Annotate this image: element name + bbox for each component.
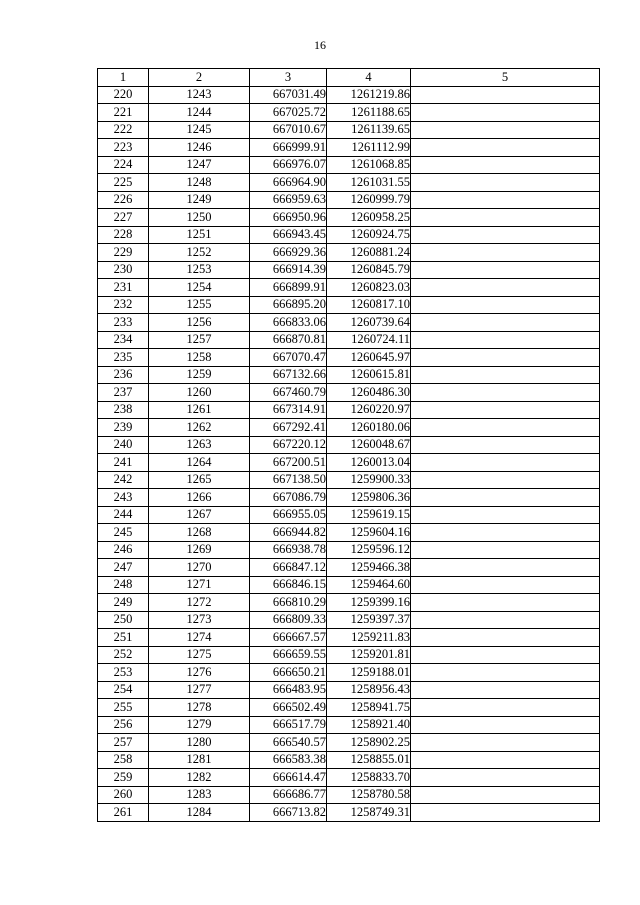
cell-point-id: 1246 — [149, 139, 250, 157]
cell-note — [411, 716, 600, 734]
header-row — [98, 69, 600, 87]
cell-point-number: 220 — [98, 86, 149, 104]
cell-point-id: 1270 — [149, 559, 250, 577]
cell-y-coordinate: 1260845.79 — [327, 261, 411, 279]
cell-point-number: 232 — [98, 296, 149, 314]
cell-point-id: 1251 — [149, 226, 250, 244]
cell-x-coordinate: 667200.51 — [250, 454, 327, 472]
cell-note — [411, 86, 600, 104]
cell-point-number: 221 — [98, 104, 149, 122]
cell-y-coordinate: 1259596.12 — [327, 541, 411, 559]
cell-point-number: 238 — [98, 401, 149, 419]
cell-note — [411, 594, 600, 612]
cell-note — [411, 156, 600, 174]
cell-note — [411, 804, 600, 822]
cell-point-number: 260 — [98, 786, 149, 804]
table-row — [98, 314, 600, 332]
cell-point-number: 247 — [98, 559, 149, 577]
table-row — [98, 734, 600, 752]
cell-note — [411, 751, 600, 769]
table-row — [98, 191, 600, 209]
cell-y-coordinate: 1259397.37 — [327, 611, 411, 629]
cell-y-coordinate: 1261219.86 — [327, 86, 411, 104]
cell-point-id: 1255 — [149, 296, 250, 314]
cell-x-coordinate: 667220.12 — [250, 436, 327, 454]
cell-point-id: 1254 — [149, 279, 250, 297]
cell-note — [411, 576, 600, 594]
cell-note — [411, 104, 600, 122]
cell-x-coordinate: 666583.38 — [250, 751, 327, 769]
table-row — [98, 629, 600, 647]
cell-x-coordinate: 667314.91 — [250, 401, 327, 419]
table-row — [98, 804, 600, 822]
cell-point-number: 248 — [98, 576, 149, 594]
cell-point-id: 1277 — [149, 681, 250, 699]
table-row — [98, 541, 600, 559]
cell-x-coordinate: 666809.33 — [250, 611, 327, 629]
cell-point-id: 1245 — [149, 121, 250, 139]
cell-point-id: 1281 — [149, 751, 250, 769]
cell-y-coordinate: 1260739.64 — [327, 314, 411, 332]
cell-x-coordinate: 666950.96 — [250, 209, 327, 227]
cell-note — [411, 506, 600, 524]
cell-y-coordinate: 1258855.01 — [327, 751, 411, 769]
cell-x-coordinate: 667025.72 — [250, 104, 327, 122]
table-row — [98, 751, 600, 769]
cell-point-number: 251 — [98, 629, 149, 647]
cell-x-coordinate: 666502.49 — [250, 699, 327, 717]
cell-point-number: 231 — [98, 279, 149, 297]
table-row — [98, 681, 600, 699]
cell-y-coordinate: 1261068.85 — [327, 156, 411, 174]
cell-point-number: 261 — [98, 804, 149, 822]
table-row — [98, 104, 600, 122]
cell-point-number: 239 — [98, 419, 149, 437]
cell-y-coordinate: 1258902.25 — [327, 734, 411, 752]
cell-y-coordinate: 1260817.10 — [327, 296, 411, 314]
table-row — [98, 226, 600, 244]
cell-note — [411, 226, 600, 244]
cell-y-coordinate: 1261139.65 — [327, 121, 411, 139]
cell-y-coordinate: 1259900.33 — [327, 471, 411, 489]
cell-point-number: 253 — [98, 664, 149, 682]
cell-point-id: 1268 — [149, 524, 250, 542]
cell-note — [411, 646, 600, 664]
cell-note — [411, 121, 600, 139]
table-row — [98, 244, 600, 262]
cell-y-coordinate: 1260220.97 — [327, 401, 411, 419]
cell-x-coordinate: 666914.39 — [250, 261, 327, 279]
cell-y-coordinate: 1258941.75 — [327, 699, 411, 717]
cell-point-number: 223 — [98, 139, 149, 157]
cell-y-coordinate: 1259188.01 — [327, 664, 411, 682]
cell-point-id: 1269 — [149, 541, 250, 559]
cell-x-coordinate: 666686.77 — [250, 786, 327, 804]
cell-point-number: 249 — [98, 594, 149, 612]
cell-point-id: 1275 — [149, 646, 250, 664]
table-row — [98, 524, 600, 542]
cell-point-id: 1283 — [149, 786, 250, 804]
cell-x-coordinate: 667132.66 — [250, 366, 327, 384]
table-row — [98, 174, 600, 192]
cell-note — [411, 349, 600, 367]
cell-point-id: 1253 — [149, 261, 250, 279]
header-col-3: 3 — [250, 69, 327, 87]
cell-point-number: 229 — [98, 244, 149, 262]
table-row — [98, 331, 600, 349]
table-row — [98, 489, 600, 507]
cell-point-number: 246 — [98, 541, 149, 559]
table-row — [98, 121, 600, 139]
cell-y-coordinate: 1261188.65 — [327, 104, 411, 122]
cell-x-coordinate: 666810.29 — [250, 594, 327, 612]
cell-y-coordinate: 1259466.38 — [327, 559, 411, 577]
cell-note — [411, 174, 600, 192]
table-row — [98, 156, 600, 174]
cell-note — [411, 209, 600, 227]
cell-x-coordinate: 667086.79 — [250, 489, 327, 507]
cell-x-coordinate: 666614.47 — [250, 769, 327, 787]
cell-x-coordinate: 666938.78 — [250, 541, 327, 559]
table-row — [98, 261, 600, 279]
cell-note — [411, 629, 600, 647]
header-col-1: 1 — [98, 69, 149, 87]
table-row — [98, 279, 600, 297]
cell-point-number: 225 — [98, 174, 149, 192]
cell-note — [411, 681, 600, 699]
cell-y-coordinate: 1259806.36 — [327, 489, 411, 507]
cell-note — [411, 314, 600, 332]
cell-point-number: 226 — [98, 191, 149, 209]
cell-note — [411, 279, 600, 297]
cell-x-coordinate: 666870.81 — [250, 331, 327, 349]
table-row — [98, 594, 600, 612]
table-row — [98, 139, 600, 157]
cell-point-id: 1257 — [149, 331, 250, 349]
cell-x-coordinate: 666999.91 — [250, 139, 327, 157]
cell-x-coordinate: 667070.47 — [250, 349, 327, 367]
table-row — [98, 559, 600, 577]
cell-y-coordinate: 1260615.81 — [327, 366, 411, 384]
header-col-2: 2 — [149, 69, 250, 87]
cell-note — [411, 786, 600, 804]
cell-point-id: 1282 — [149, 769, 250, 787]
cell-point-id: 1265 — [149, 471, 250, 489]
cell-point-id: 1273 — [149, 611, 250, 629]
table-row — [98, 611, 600, 629]
cell-point-id: 1262 — [149, 419, 250, 437]
cell-point-number: 244 — [98, 506, 149, 524]
cell-y-coordinate: 1260486.30 — [327, 384, 411, 402]
cell-point-number: 240 — [98, 436, 149, 454]
cell-point-id: 1261 — [149, 401, 250, 419]
table-row — [98, 786, 600, 804]
table-row — [98, 646, 600, 664]
cell-point-id: 1260 — [149, 384, 250, 402]
cell-point-id: 1259 — [149, 366, 250, 384]
cell-note — [411, 296, 600, 314]
cell-y-coordinate: 1261031.55 — [327, 174, 411, 192]
cell-x-coordinate: 666517.79 — [250, 716, 327, 734]
table-row — [98, 471, 600, 489]
cell-x-coordinate: 667031.49 — [250, 86, 327, 104]
cell-x-coordinate: 666943.45 — [250, 226, 327, 244]
cell-x-coordinate: 666540.57 — [250, 734, 327, 752]
cell-point-number: 259 — [98, 769, 149, 787]
cell-y-coordinate: 1260180.06 — [327, 419, 411, 437]
table-row — [98, 716, 600, 734]
header-col-4: 4 — [327, 69, 411, 87]
cell-x-coordinate: 666944.82 — [250, 524, 327, 542]
table-body — [98, 86, 600, 821]
cell-y-coordinate: 1258956.43 — [327, 681, 411, 699]
cell-x-coordinate: 666833.06 — [250, 314, 327, 332]
table-row — [98, 296, 600, 314]
page-number: 16 — [314, 38, 326, 52]
cell-point-id: 1266 — [149, 489, 250, 507]
cell-point-number: 222 — [98, 121, 149, 139]
cell-note — [411, 419, 600, 437]
cell-note — [411, 471, 600, 489]
cell-point-number: 242 — [98, 471, 149, 489]
cell-y-coordinate: 1258833.70 — [327, 769, 411, 787]
cell-note — [411, 436, 600, 454]
cell-point-id: 1263 — [149, 436, 250, 454]
table-row — [98, 419, 600, 437]
cell-point-number: 241 — [98, 454, 149, 472]
cell-x-coordinate: 667292.41 — [250, 419, 327, 437]
table-row — [98, 366, 600, 384]
table-row — [98, 209, 600, 227]
cell-point-number: 228 — [98, 226, 149, 244]
cell-x-coordinate: 667138.50 — [250, 471, 327, 489]
cell-x-coordinate: 666959.63 — [250, 191, 327, 209]
cell-y-coordinate: 1260958.25 — [327, 209, 411, 227]
table-row — [98, 769, 600, 787]
cell-y-coordinate: 1259211.83 — [327, 629, 411, 647]
cell-point-id: 1271 — [149, 576, 250, 594]
cell-point-id: 1272 — [149, 594, 250, 612]
cell-y-coordinate: 1259464.60 — [327, 576, 411, 594]
cell-point-number: 234 — [98, 331, 149, 349]
cell-point-id: 1249 — [149, 191, 250, 209]
cell-point-id: 1280 — [149, 734, 250, 752]
cell-note — [411, 734, 600, 752]
cell-x-coordinate: 666846.15 — [250, 576, 327, 594]
cell-point-number: 227 — [98, 209, 149, 227]
cell-point-number: 224 — [98, 156, 149, 174]
cell-x-coordinate: 666483.95 — [250, 681, 327, 699]
cell-point-id: 1279 — [149, 716, 250, 734]
cell-point-id: 1248 — [149, 174, 250, 192]
cell-x-coordinate: 666847.12 — [250, 559, 327, 577]
cell-point-id: 1258 — [149, 349, 250, 367]
cell-y-coordinate: 1260999.79 — [327, 191, 411, 209]
cell-note — [411, 611, 600, 629]
cell-note — [411, 139, 600, 157]
cell-x-coordinate: 666955.05 — [250, 506, 327, 524]
cell-point-number: 250 — [98, 611, 149, 629]
cell-note — [411, 331, 600, 349]
table-row — [98, 401, 600, 419]
cell-note — [411, 664, 600, 682]
cell-note — [411, 489, 600, 507]
table-row — [98, 454, 600, 472]
cell-note — [411, 524, 600, 542]
cell-point-id: 1244 — [149, 104, 250, 122]
cell-y-coordinate: 1260645.97 — [327, 349, 411, 367]
cell-y-coordinate: 1260823.03 — [327, 279, 411, 297]
cell-y-coordinate: 1259399.16 — [327, 594, 411, 612]
cell-point-number: 254 — [98, 681, 149, 699]
cell-note — [411, 366, 600, 384]
cell-x-coordinate: 666650.21 — [250, 664, 327, 682]
cell-y-coordinate: 1259604.16 — [327, 524, 411, 542]
cell-x-coordinate: 666929.36 — [250, 244, 327, 262]
table-row — [98, 576, 600, 594]
cell-note — [411, 244, 600, 262]
cell-x-coordinate: 666976.07 — [250, 156, 327, 174]
cell-note — [411, 559, 600, 577]
cell-y-coordinate: 1258780.58 — [327, 786, 411, 804]
cell-note — [411, 769, 600, 787]
cell-point-number: 256 — [98, 716, 149, 734]
cell-y-coordinate: 1259201.81 — [327, 646, 411, 664]
cell-y-coordinate: 1258749.31 — [327, 804, 411, 822]
table-row — [98, 384, 600, 402]
table-row — [98, 506, 600, 524]
cell-y-coordinate: 1258921.40 — [327, 716, 411, 734]
table-row — [98, 86, 600, 104]
cell-point-id: 1264 — [149, 454, 250, 472]
cell-y-coordinate: 1260048.67 — [327, 436, 411, 454]
cell-point-id: 1276 — [149, 664, 250, 682]
coordinates-table — [97, 68, 600, 822]
cell-point-id: 1267 — [149, 506, 250, 524]
cell-y-coordinate: 1259619.15 — [327, 506, 411, 524]
cell-point-id: 1274 — [149, 629, 250, 647]
cell-note — [411, 541, 600, 559]
table-row — [98, 699, 600, 717]
cell-point-id: 1252 — [149, 244, 250, 262]
cell-point-id: 1278 — [149, 699, 250, 717]
cell-note — [411, 699, 600, 717]
cell-note — [411, 261, 600, 279]
cell-point-number: 258 — [98, 751, 149, 769]
cell-x-coordinate: 667460.79 — [250, 384, 327, 402]
cell-note — [411, 401, 600, 419]
cell-x-coordinate: 666899.91 — [250, 279, 327, 297]
cell-y-coordinate: 1261112.99 — [327, 139, 411, 157]
cell-point-number: 235 — [98, 349, 149, 367]
table-row — [98, 436, 600, 454]
cell-x-coordinate: 667010.67 — [250, 121, 327, 139]
cell-point-number: 257 — [98, 734, 149, 752]
cell-point-number: 236 — [98, 366, 149, 384]
table-row — [98, 349, 600, 367]
cell-x-coordinate: 666667.57 — [250, 629, 327, 647]
cell-point-number: 255 — [98, 699, 149, 717]
cell-note — [411, 454, 600, 472]
cell-x-coordinate: 666964.90 — [250, 174, 327, 192]
cell-y-coordinate: 1260724.11 — [327, 331, 411, 349]
cell-point-number: 243 — [98, 489, 149, 507]
cell-point-number: 252 — [98, 646, 149, 664]
cell-point-id: 1250 — [149, 209, 250, 227]
cell-y-coordinate: 1260924.75 — [327, 226, 411, 244]
cell-point-id: 1247 — [149, 156, 250, 174]
table-header — [98, 69, 600, 87]
cell-point-number: 233 — [98, 314, 149, 332]
cell-x-coordinate: 666713.82 — [250, 804, 327, 822]
cell-point-number: 230 — [98, 261, 149, 279]
cell-point-id: 1256 — [149, 314, 250, 332]
cell-point-number: 245 — [98, 524, 149, 542]
cell-point-number: 237 — [98, 384, 149, 402]
cell-y-coordinate: 1260881.24 — [327, 244, 411, 262]
cell-y-coordinate: 1260013.04 — [327, 454, 411, 472]
cell-x-coordinate: 666659.55 — [250, 646, 327, 664]
cell-x-coordinate: 666895.20 — [250, 296, 327, 314]
header-col-5: 5 — [411, 69, 600, 87]
cell-note — [411, 384, 600, 402]
cell-note — [411, 191, 600, 209]
cell-point-id: 1243 — [149, 86, 250, 104]
table-row — [98, 664, 600, 682]
cell-point-id: 1284 — [149, 804, 250, 822]
